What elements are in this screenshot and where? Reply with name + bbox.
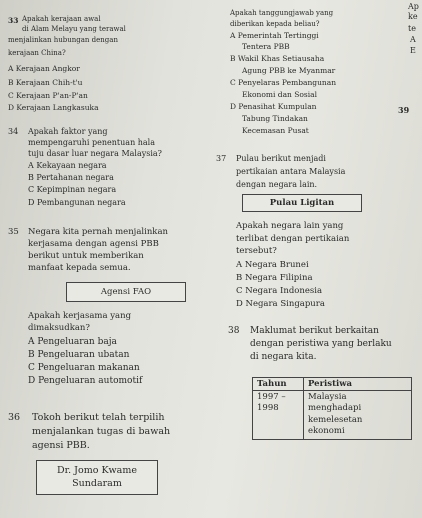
q34-line2: mempengaruhi penentuan hala <box>28 138 156 147</box>
q37-option-a: A Negara Brunei <box>236 260 309 270</box>
q38-line2: dengan peristiwa yang berlaku <box>250 339 392 349</box>
q32-option-a: A Pemerintah Tertinggi <box>230 31 319 40</box>
q38-line1: Maklumat berikut berkaitan <box>250 326 379 336</box>
q37-line3: dengan negara lain. <box>236 180 318 189</box>
q32-option-a-cont: Tentera PBB <box>242 42 290 51</box>
q33-option-b: B Kerajaan Chih-t'u <box>8 78 83 87</box>
q32-line2: diberikan kepada beliau? <box>230 20 320 28</box>
q36-line3: agensi PBB. <box>32 440 90 451</box>
q37-line6: tersebut? <box>236 246 277 256</box>
q32-option-d: D Penasihat Kumpulan <box>230 102 317 111</box>
q34-option-d: D Pembangunan negara <box>28 198 126 207</box>
q34-option-a: A Kekayaan negara <box>28 161 107 170</box>
q38-cell-year: 1997 – 1998 <box>253 391 304 440</box>
q36-line1: Tokoh berikut telah terpilih <box>32 412 165 423</box>
q35-line2: kerjasama dengan agensi PBB <box>28 239 159 249</box>
q35-line5: Apakah kerjasama yang <box>28 311 132 321</box>
q38-header-event: Peristiwa <box>304 378 412 391</box>
q33-number: 33 <box>8 16 19 25</box>
q34-line1: Apakah faktor yang <box>28 127 108 136</box>
q32-line1: Apakah tanggungjawab yang <box>230 9 334 17</box>
q35-option-a: A Pengeluaran baja <box>28 337 117 347</box>
q36-person-box <box>36 460 158 495</box>
right-fragment-5: E <box>410 46 416 55</box>
q38-number: 38 <box>228 326 240 336</box>
q35-line4: manfaat kepada semua. <box>28 263 131 273</box>
q35-line3: berikut untuk memberikan <box>28 251 144 261</box>
right-fragment-3: te <box>408 24 416 33</box>
q37-option-d: D Negara Singapura <box>236 299 325 309</box>
q37-line1: Pulau berikut menjadi <box>236 154 326 163</box>
q34-number: 34 <box>8 127 19 136</box>
q37-line5: terlibat dengan pertikaian <box>236 234 350 244</box>
q37-option-b: B Negara Filipina <box>236 273 313 283</box>
q33-option-c: C Kerajaan P'an-P'an <box>8 91 88 100</box>
q32-option-b-cont: Agung PBB ke Myanmar <box>242 66 336 75</box>
q35-option-c: C Pengeluaran makanan <box>28 363 140 373</box>
q32-option-c: C Penyelaras Pembangunan <box>230 78 337 87</box>
q38-table <box>252 377 412 440</box>
q36-person-line1: Dr. Jomo Kwame <box>57 465 137 477</box>
q37-line2: pertikaian antara Malaysia <box>236 167 346 176</box>
q38-header-year: Tahun <box>253 378 304 391</box>
q34-option-b: B Pertahanan negara <box>28 173 114 182</box>
q35-line6: dimaksudkan? <box>28 323 90 333</box>
q34-line3: tuju dasar luar negara Malaysia? <box>28 149 162 158</box>
q32-option-c-cont: Ekonomi dan Sosial <box>242 90 318 99</box>
q37-island-box: Pulau Ligitan <box>242 194 362 212</box>
q33-line3: menjalinkan hubungan dengan <box>8 36 118 44</box>
q33-line2: di Alam Melayu yang terawal <box>22 25 126 33</box>
q38-cell-event: Malaysia menghadapi kemelesetan ekonomi <box>304 391 412 440</box>
q39-number: 39 <box>398 105 410 115</box>
q37-line4: Apakah negara lain yang <box>236 221 344 231</box>
q33-line1: Apakah kerajaan awal <box>22 15 101 23</box>
q36-line2: menjalankan tugas di bawah <box>32 426 171 437</box>
q37-option-c: C Negara Indonesia <box>236 286 323 296</box>
q35-agency-box: Agensi FAO <box>66 282 186 302</box>
q33-line4: kerajaan China? <box>8 49 66 57</box>
q35-option-d: D Pengeluaran automotif <box>28 376 143 386</box>
q32-option-b: B Wakil Khas Setiausaha <box>230 54 325 63</box>
q36-number: 36 <box>8 412 21 423</box>
right-fragment-1: Ap <box>408 2 419 11</box>
q38-line3: di negara kita. <box>250 352 317 362</box>
q32-option-d-cont2: Kecemasan Pusat <box>242 126 309 135</box>
q32-option-d-cont1: Tabung Tindakan <box>242 114 308 123</box>
q33-option-d: D Kerajaan Langkasuka <box>8 103 99 112</box>
table-row <box>253 391 412 440</box>
q35-number: 35 <box>8 227 19 237</box>
q33-option-a: A Kerajaan Angkor <box>8 64 80 73</box>
q37-number: 37 <box>216 154 227 163</box>
right-fragment-4: A <box>410 35 416 44</box>
q34-option-c: C Kepimpinan negara <box>28 185 117 194</box>
q35-line1: Negara kita pernah menjalinkan <box>28 227 168 237</box>
q35-option-b: B Pengeluaran ubatan <box>28 350 130 360</box>
q36-person-line2: Sundaram <box>72 477 122 489</box>
right-fragment-2: ke <box>408 12 418 21</box>
